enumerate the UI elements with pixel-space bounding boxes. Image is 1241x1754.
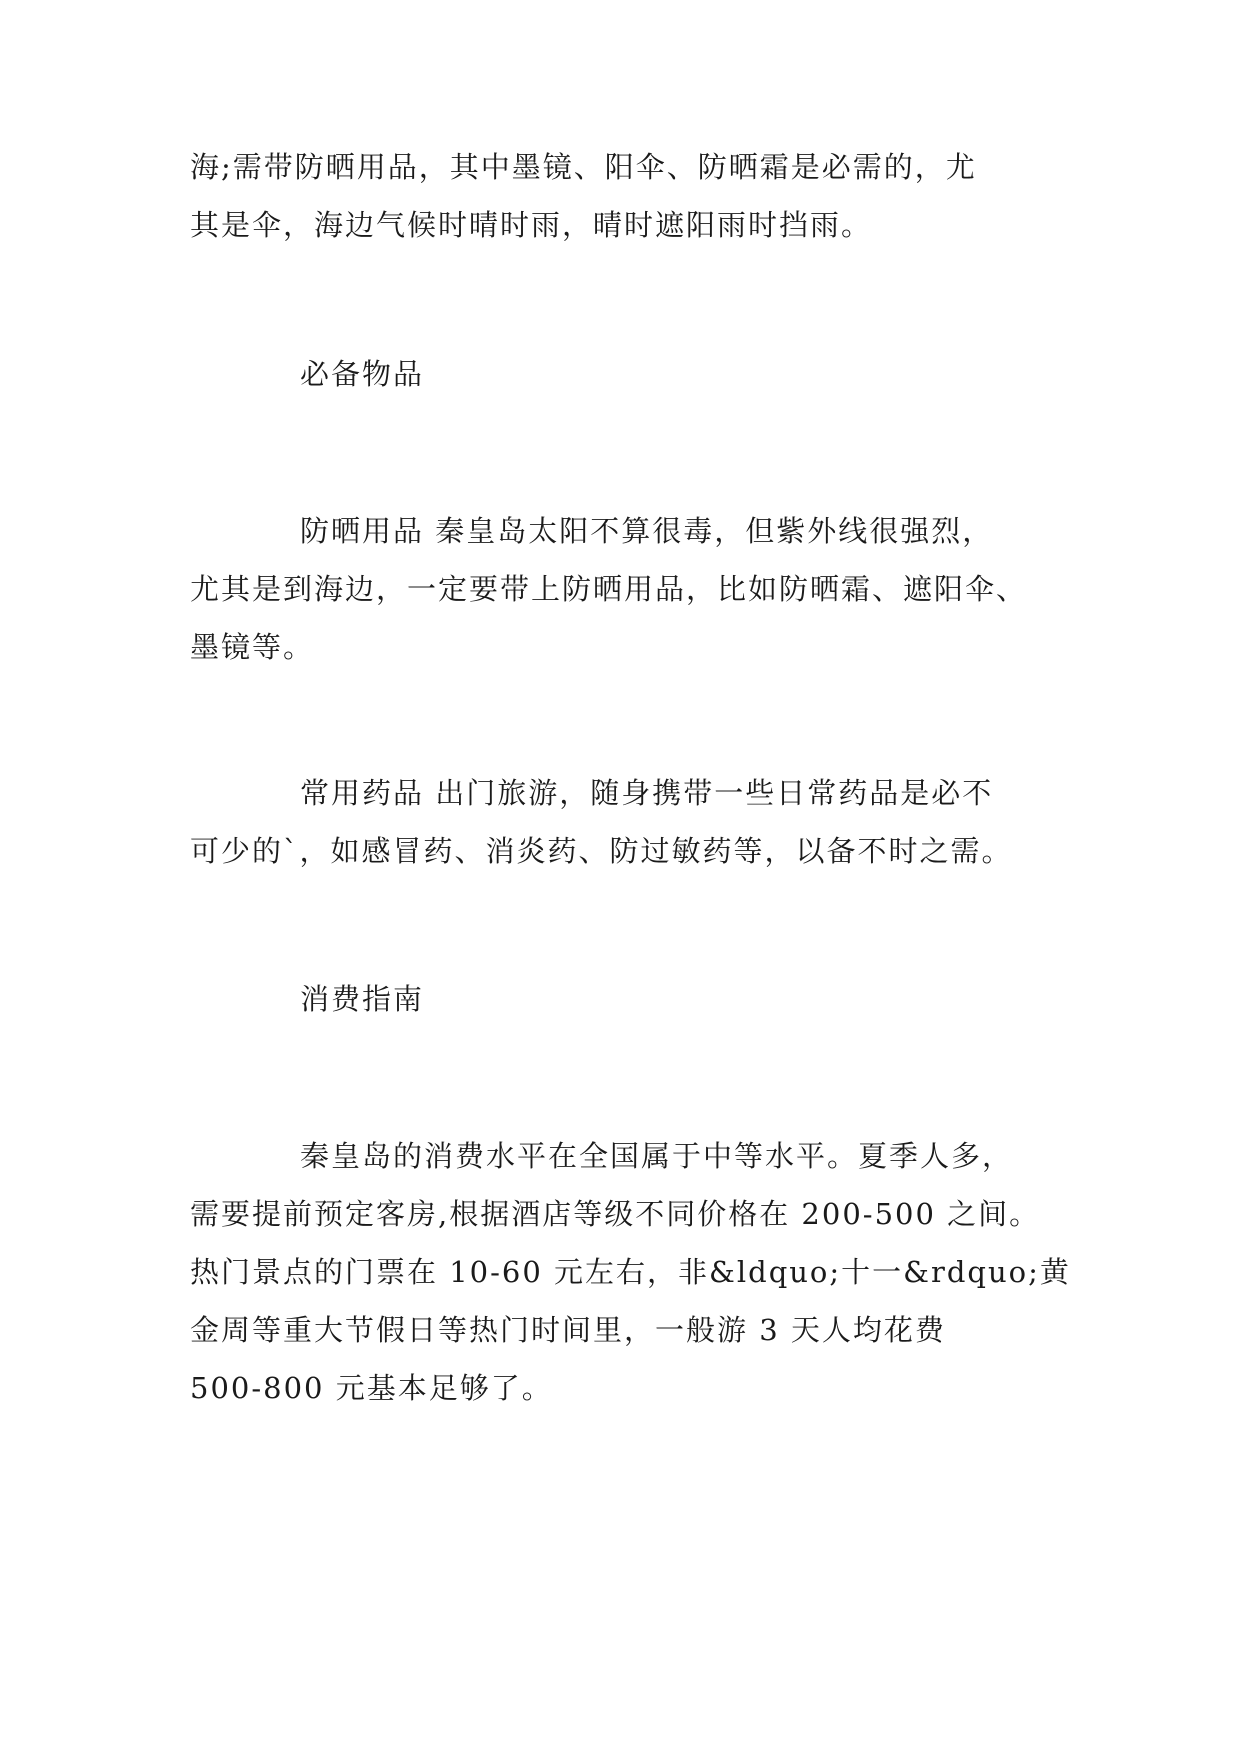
text-line: 防晒用品 秦皇岛太阳不算很毒，但紫外线很强烈， (300, 514, 994, 548)
heading-text: 必备物品 (300, 357, 425, 391)
text-line: 墨镜等。 (190, 630, 315, 664)
heading-text: 消费指南 (300, 982, 425, 1016)
section-heading-essentials (190, 345, 1060, 403)
text-line: 常用药品 出门旅游，随身携带一些日常药品是必不 (300, 776, 994, 810)
text-line: 尤其是到海边，一定要带上防晒用品，比如防晒霜、遮阳伞、 (190, 572, 1028, 606)
paragraph-medicine (190, 764, 1060, 880)
text-line: 500-800 元基本足够了。 (190, 1371, 553, 1405)
text-line: 金周等重大节假日等热门时间里，一般游 3 天人均花费 (190, 1313, 946, 1347)
paragraph-sunscreen (190, 502, 1060, 676)
text-line: 秦皇岛的消费水平在全国属于中等水平。夏季人多， (300, 1139, 1014, 1173)
text-line: 热门景点的门票在 10-60 元左右，非&ldquo;十一&rdquo;黄 (190, 1255, 1071, 1289)
paragraph-sun-protection-intro (190, 138, 1060, 254)
paragraph-spending-guide (190, 1127, 1071, 1417)
text-line: 需要提前预定客房,根据酒店等级不同价格在 200-500 之间。 (190, 1197, 1041, 1231)
text-line: 可少的`，如感冒药、消炎药、防过敏药等，以备不时之需。 (190, 834, 1013, 868)
text-line: 其是伞，海边气候时晴时雨，晴时遮阳雨时挡雨。 (190, 208, 873, 242)
text-line: 海;需带防晒用品，其中墨镜、阳伞、防晒霜是必需的，尤 (190, 150, 977, 184)
section-heading-spending (190, 970, 1060, 1028)
